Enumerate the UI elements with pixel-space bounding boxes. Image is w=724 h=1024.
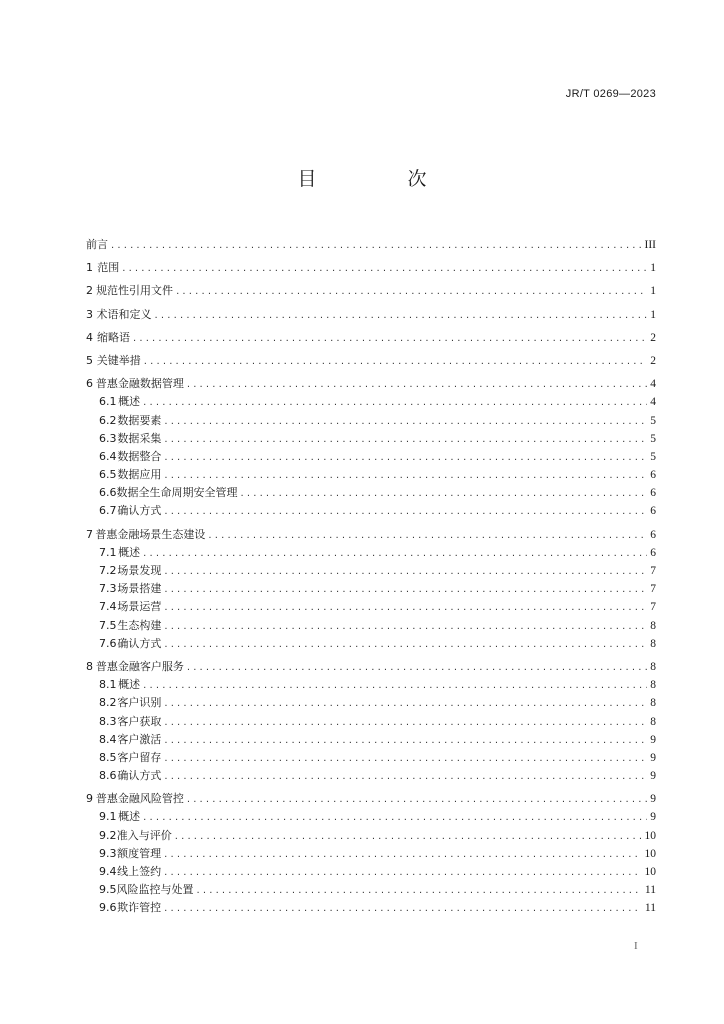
- toc-entry-page: 10: [644, 847, 656, 860]
- toc-dot-leader: [122, 260, 647, 278]
- toc-entry-label: 线上签约: [117, 865, 162, 878]
- toc-entry-number: 7.2: [99, 564, 117, 577]
- toc-entry-number: 6.1: [99, 395, 117, 409]
- toc-dot-leader: [164, 503, 647, 521]
- toc-entry-number: 7.3: [99, 582, 117, 596]
- toc-entry[interactable]: [86, 694, 656, 712]
- toc-entry-page: 8: [650, 660, 656, 673]
- toc-entry-label: 关键举措: [96, 353, 141, 367]
- toc-entry-label: 概述: [118, 810, 141, 824]
- toc-entry-label: 额度管理: [117, 846, 162, 860]
- toc-dot-leader: [164, 864, 641, 882]
- toc-dot-leader: [111, 237, 642, 255]
- toc-dot-leader: [164, 846, 641, 864]
- toc-entry[interactable]: [86, 282, 656, 300]
- toc-entry-page: 2: [650, 331, 656, 344]
- toc-entry[interactable]: [86, 466, 656, 484]
- toc-entry-label: 准入与评价: [116, 828, 172, 842]
- toc-entry[interactable]: [86, 827, 656, 845]
- toc-dot-leader: [176, 283, 647, 301]
- toc-entry[interactable]: [86, 598, 656, 616]
- toc-entry-number: 7.6: [99, 636, 117, 650]
- toc-entry-label: 普惠金融数据管理: [95, 377, 184, 391]
- toc-entry-page: 7: [650, 583, 656, 596]
- toc-entry-label: 术语和定义: [96, 307, 152, 321]
- toc-entry-page: 9: [650, 793, 656, 806]
- toc-entry-number: 9.6: [99, 901, 117, 915]
- toc-entry-page: 7: [650, 565, 656, 577]
- toc-entry-number: 6.5: [99, 468, 117, 482]
- toc-entry-label: 概述: [118, 545, 141, 559]
- toc-entry-label: 欺诈管控: [117, 901, 162, 915]
- toc-entry[interactable]: [86, 845, 656, 863]
- toc-entry[interactable]: [86, 899, 656, 917]
- toc-entry-number: 8: [86, 659, 93, 673]
- page-title: 目 次: [297, 168, 463, 190]
- toc-entry-label: 确认方式: [117, 769, 162, 783]
- toc-entry[interactable]: [86, 375, 656, 393]
- toc-dot-leader: [164, 599, 647, 617]
- toc-entry-number: 9.5: [99, 883, 117, 897]
- toc-entry-label: 确认方式: [117, 504, 162, 518]
- toc-entry-page: 6: [650, 546, 656, 559]
- toc-entry-label: 客户留存: [117, 750, 162, 764]
- toc-dot-leader: [143, 809, 647, 827]
- toc-entry-number: 8.2: [99, 696, 117, 710]
- toc-entry-label: 数据整合: [117, 449, 162, 463]
- toc-entry-label: 范围: [97, 261, 120, 275]
- document-code: JR/T 0269—2023: [565, 88, 656, 100]
- toc-dot-leader: [164, 431, 647, 449]
- toc-entry-label: 确认方式: [117, 636, 162, 650]
- toc-entry-number: 8.1: [99, 678, 117, 692]
- toc-entry-number: 8.4: [99, 732, 117, 746]
- toc-entry-page: 6: [650, 505, 656, 518]
- toc-entry-page: 11: [644, 884, 656, 897]
- toc-entry-number: 8.3: [99, 714, 117, 728]
- toc-entry-number: 9.3: [99, 846, 117, 860]
- toc-entry-label: 缩略语: [96, 330, 130, 344]
- toc-entry-page: 8: [650, 637, 656, 650]
- toc-dot-leader: [197, 882, 642, 900]
- toc-entry-page: 7: [650, 601, 656, 614]
- toc-entry-label: 规范性引用文件: [96, 284, 174, 298]
- toc-entry-number: 7.5: [99, 618, 117, 632]
- toc-entry-page: 1: [650, 262, 656, 275]
- toc-entry-number: 9: [86, 792, 93, 806]
- toc-dot-leader: [175, 828, 642, 846]
- toc-dot-leader: [143, 677, 647, 695]
- toc-entry[interactable]: [86, 881, 656, 899]
- toc-entry[interactable]: [86, 259, 656, 277]
- toc-dot-leader: [164, 563, 647, 581]
- toc-dot-leader: [164, 695, 647, 713]
- toc-entry-page: 10: [644, 829, 656, 842]
- toc-entry[interactable]: [86, 448, 656, 466]
- toc-entry-label: 客户识别: [117, 696, 162, 710]
- toc-dot-leader: [164, 750, 647, 768]
- toc-dot-leader: [164, 768, 647, 786]
- toc-entry[interactable]: [86, 731, 656, 749]
- toc-entry-page: 9: [650, 751, 656, 764]
- toc-entry[interactable]: [86, 393, 656, 411]
- toc-entry-page: 4: [650, 378, 656, 391]
- toc-entry-label: 概述: [118, 395, 141, 409]
- toc-dot-leader: [133, 330, 647, 348]
- toc-entry-page: 9: [650, 733, 656, 746]
- toc-dot-leader: [164, 714, 647, 732]
- toc-entry-number: 6.7: [99, 504, 117, 518]
- toc-entry-number: 6.3: [99, 431, 117, 445]
- toc-entry-page: 8: [650, 679, 656, 692]
- toc-entry-page: 5: [650, 450, 656, 463]
- toc-entry-label: 数据全生命周期安全管理: [116, 486, 238, 500]
- toc-entry[interactable]: [86, 352, 656, 370]
- toc-entry-number: 7.1: [99, 545, 117, 559]
- toc-entry[interactable]: [86, 544, 656, 562]
- toc-dot-leader: [164, 618, 647, 636]
- toc-entry-number: 9.2: [99, 828, 117, 842]
- toc-dot-leader: [187, 659, 647, 677]
- toc-entry-page: 1: [650, 308, 656, 321]
- toc-entry[interactable]: [86, 562, 656, 580]
- toc-entry-label: 生态构建: [117, 618, 162, 632]
- toc-entry[interactable]: [86, 790, 656, 808]
- toc-entry-number: 7.4: [99, 600, 117, 614]
- toc-entry-page: 11: [644, 902, 656, 915]
- toc-entry[interactable]: [86, 306, 656, 324]
- toc-entry-label: 客户激活: [117, 732, 162, 746]
- toc-dot-leader: [187, 376, 647, 394]
- toc-dot-leader: [187, 791, 647, 809]
- toc-entry-page: 5: [650, 432, 656, 445]
- toc-entry-number: 9.1: [99, 810, 117, 824]
- toc-entry-label: 数据应用: [117, 468, 162, 482]
- toc-entry-number: 6.6: [99, 486, 117, 500]
- toc-entry[interactable]: [86, 580, 656, 598]
- toc-dot-leader: [143, 394, 647, 412]
- toc-entry[interactable]: [86, 658, 656, 676]
- toc-entry[interactable]: [86, 676, 656, 694]
- toc-entry-page: 9: [650, 770, 656, 783]
- toc-dot-leader: [241, 485, 648, 503]
- toc-dot-leader: [155, 307, 648, 325]
- toc-entry-number: 8.6: [99, 769, 117, 783]
- toc-entry-label: 场景搭建: [117, 582, 162, 596]
- toc-entry-page: 4: [650, 396, 656, 409]
- toc-entry-label: 数据要素: [117, 413, 162, 427]
- toc-dot-leader: [208, 527, 647, 545]
- toc-dot-leader: [144, 353, 647, 371]
- toc-entry-label: 数据采集: [117, 431, 162, 445]
- toc-entry[interactable]: [86, 617, 656, 635]
- toc-entry-label: 前言: [86, 238, 108, 251]
- toc-entry-label: 普惠金融场景生态建设: [95, 527, 206, 541]
- toc-entry-number: 4: [86, 330, 93, 344]
- toc-dot-leader: [164, 581, 647, 599]
- toc-entry-number: 6.2: [99, 413, 117, 427]
- toc-entry-page: 6: [650, 487, 656, 500]
- toc-entry[interactable]: [86, 236, 656, 254]
- toc-entry-page: III: [644, 239, 656, 251]
- toc-entry[interactable]: [86, 484, 656, 502]
- toc-entry[interactable]: [86, 713, 656, 731]
- toc-entry[interactable]: [86, 635, 656, 653]
- toc-entry-label: 客户获取: [117, 714, 162, 728]
- toc-entry-page: 6: [650, 528, 656, 541]
- toc-entry[interactable]: [86, 430, 656, 448]
- toc-entry-label: 普惠金融客户服务: [95, 659, 184, 673]
- toc-dot-leader: [164, 449, 647, 467]
- toc-entry-page: 6: [650, 469, 656, 482]
- toc-entry-number: 8.5: [99, 750, 117, 764]
- toc-entry[interactable]: [86, 767, 656, 785]
- toc-entry-number: 3: [86, 307, 93, 321]
- toc-entry[interactable]: [86, 329, 656, 347]
- page-number: I: [634, 940, 638, 952]
- toc-entry-page: 8: [650, 697, 656, 710]
- toc-entry-page: 8: [650, 619, 656, 632]
- toc-entry[interactable]: [86, 502, 656, 520]
- toc-entry-page: 8: [650, 715, 656, 728]
- toc-entry-page: 9: [650, 811, 656, 824]
- toc-entry-number: 6.4: [99, 449, 117, 463]
- toc-entry-page: 1: [650, 285, 656, 298]
- toc-entry[interactable]: [86, 808, 656, 826]
- toc-entry-number: 2: [86, 284, 93, 298]
- toc-entry-number: 7: [86, 527, 93, 541]
- toc-dot-leader: [164, 636, 647, 654]
- toc-entry-label: 场景运营: [117, 600, 162, 614]
- toc-dot-leader: [164, 900, 642, 918]
- table-of-contents: [86, 236, 656, 918]
- toc-entry-number: 9.4: [99, 865, 117, 878]
- toc-entry-page: 5: [650, 414, 656, 427]
- toc-entry-number: 5: [86, 353, 93, 367]
- toc-entry-label: 普惠金融风险管控: [95, 792, 184, 806]
- toc-dot-leader: [164, 413, 647, 431]
- toc-entry-label: 风险监控与处置: [116, 883, 194, 897]
- toc-entry-page: 10: [644, 866, 656, 878]
- toc-entry-label: 概述: [118, 678, 141, 692]
- toc-entry-number: 6: [86, 377, 93, 391]
- toc-entry-number: 1: [86, 261, 93, 275]
- toc-entry[interactable]: [86, 526, 656, 544]
- toc-entry[interactable]: [86, 863, 656, 881]
- toc-dot-leader: [164, 732, 647, 750]
- toc-entry[interactable]: [86, 749, 656, 767]
- toc-entry-label: 场景发现: [117, 564, 162, 577]
- toc-dot-leader: [164, 467, 647, 485]
- toc-dot-leader: [143, 545, 647, 563]
- toc-entry-page: 2: [650, 354, 656, 367]
- toc-entry[interactable]: [86, 412, 656, 430]
